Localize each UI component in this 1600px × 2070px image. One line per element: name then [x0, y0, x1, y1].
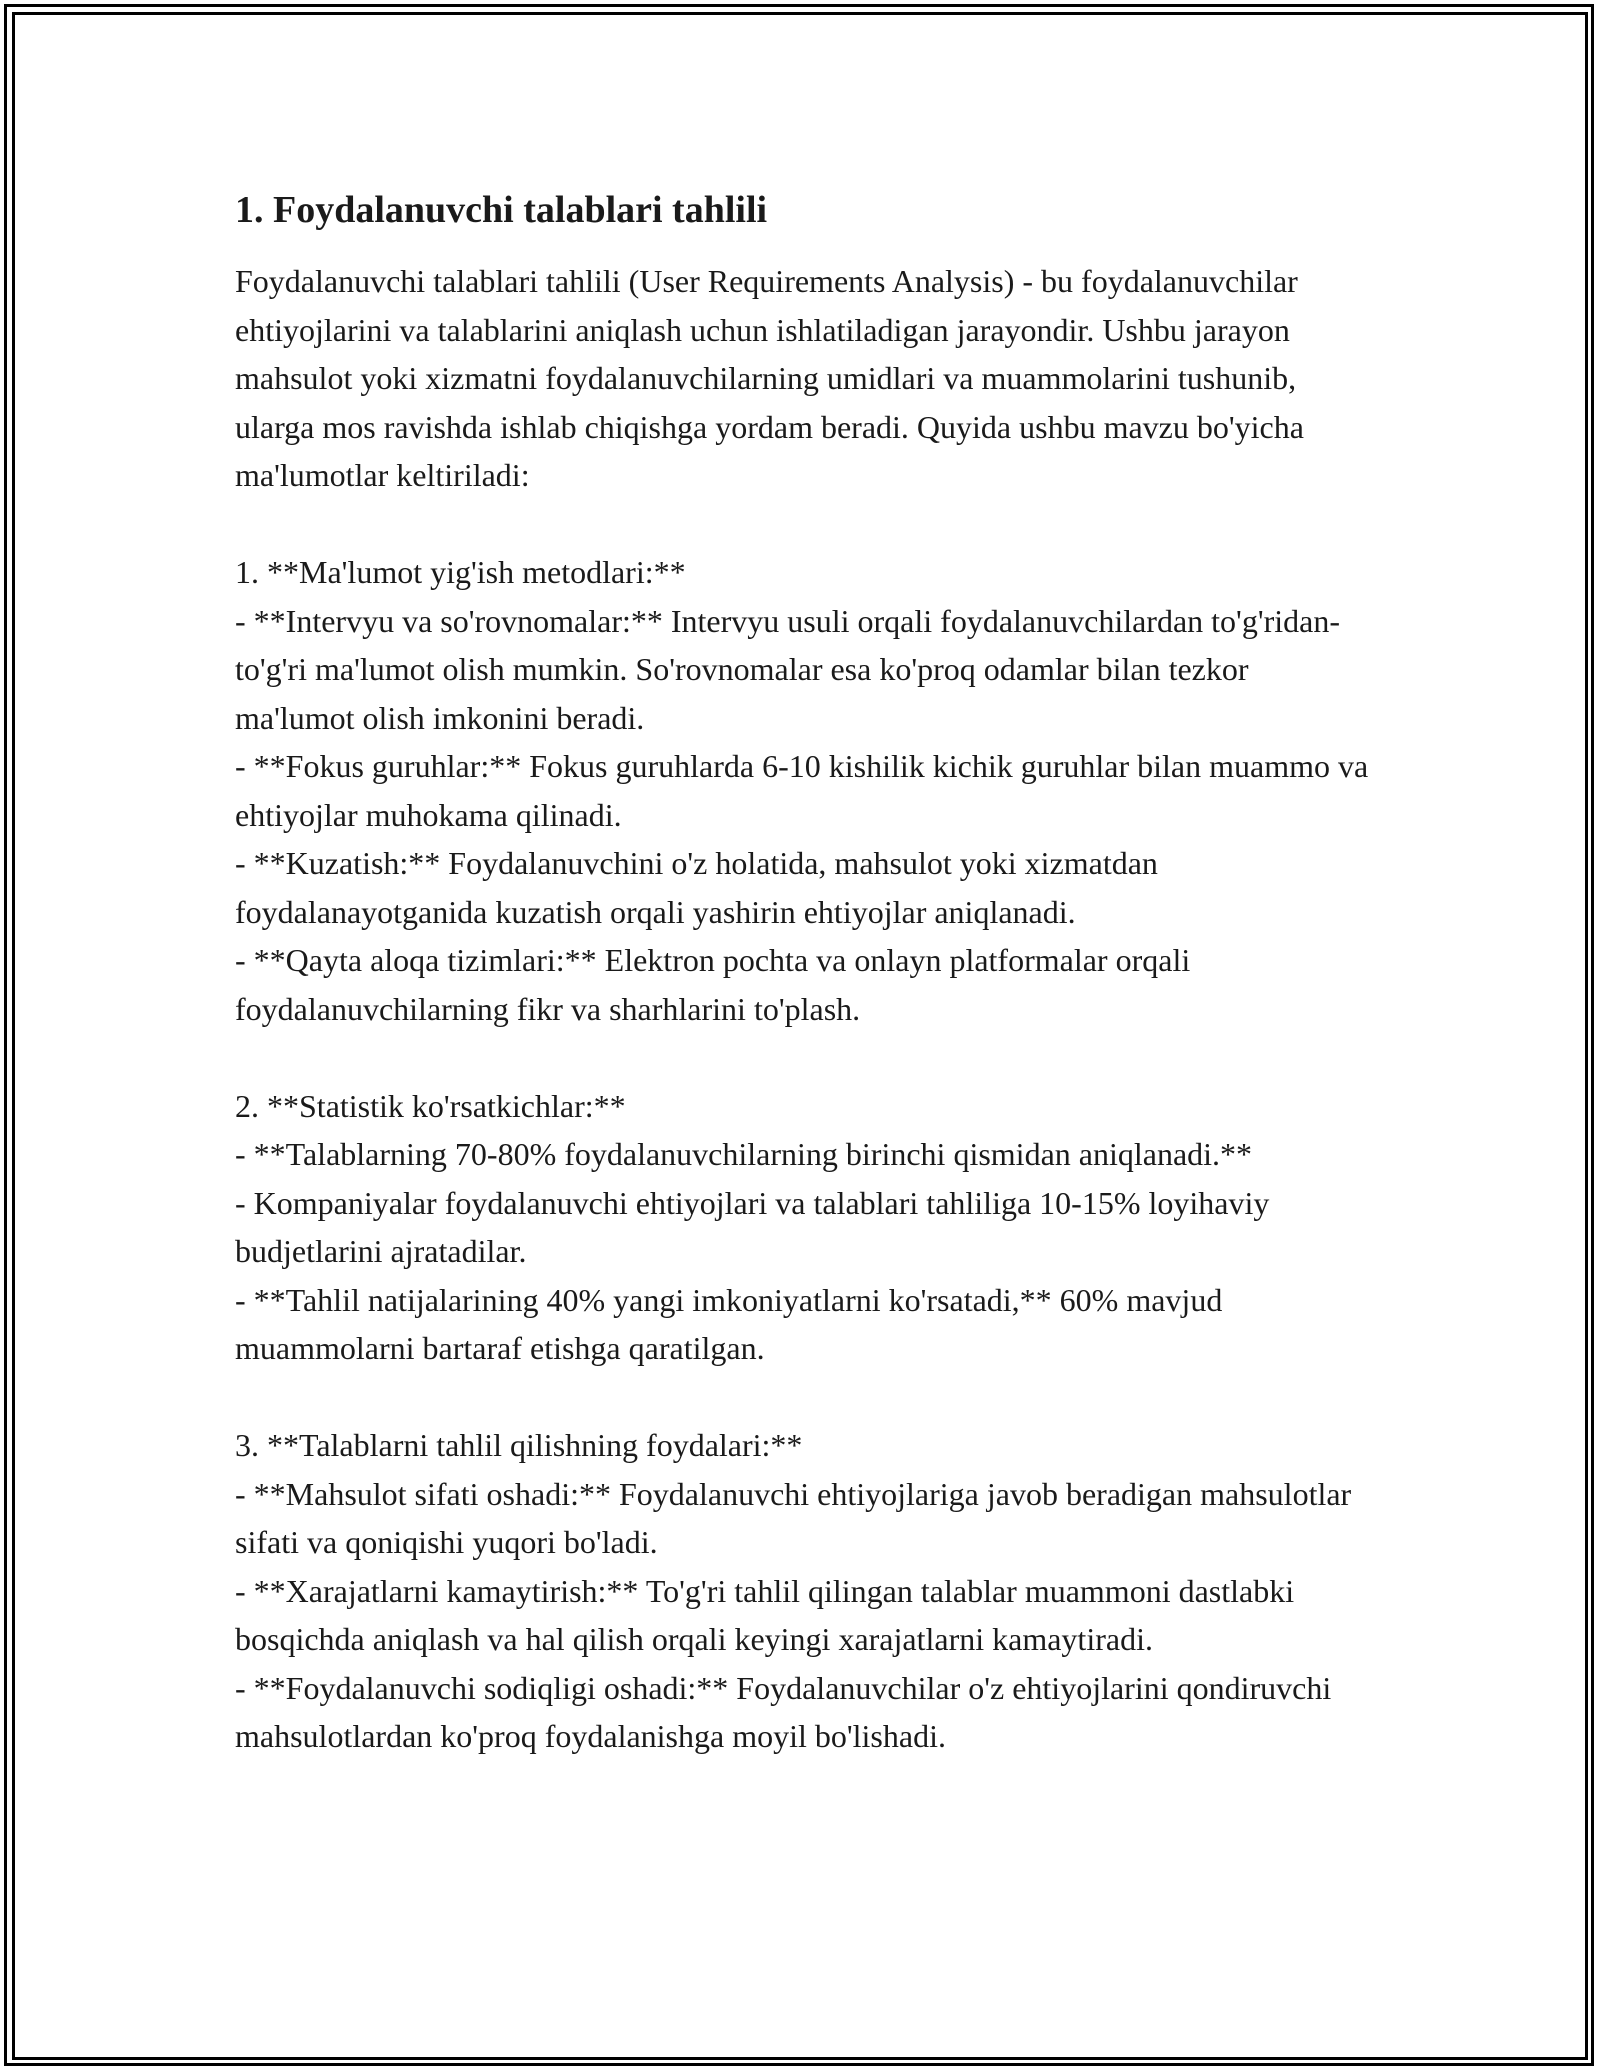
list-item: - **Talablarning 70-80% foydalanuvchilarning birinchi qismidan aniqlanadi.**	[235, 1136, 1253, 1172]
list-item: - **Tahlil natijalarining 40% yangi imkoniyatlarni ko'rsatadi,** 60% mavjud muammolarni bartaraf etishga qaratilgan.	[235, 1281, 1223, 1366]
section-gap	[235, 1033, 1375, 1082]
list-item: - **Mahsulot sifati oshadi:** Foydalanuvchi ehtiyojlariga javob beradigan mahsulotlar sifati va qoniqishi yuqori bo'ladi.	[235, 1475, 1352, 1560]
list-item: - **Kuzatish:** Foydalanuvchini o'z holatida, mahsulot yoki xizmatdan foydalanayotganida kuzatish orqali yashirin ehtiyojlar aniqlanadi.	[235, 845, 1158, 930]
document-title: 1. Foydalanuvchi talablari tahlili	[235, 189, 768, 231]
section-heading: 2. **Statistik ko'rsatkichlar:**	[235, 1087, 626, 1124]
section-heading: 1. **Ma'lumot yig'ish metodlari:**	[235, 554, 686, 590]
list-item: - Kompaniyalar foydalanuvchi ehtiyojlari va talablari tahliliga 10-15% loyihaviy budjetlarini ajratadilar.	[235, 1184, 1270, 1269]
list-item: - **Qayta aloqa tizimlari:** Elektron pochta va onlayn platformalar orqali foydalanuvchilarning fikr va sharhlarini to'plash.	[235, 942, 1191, 1027]
document-body	[235, 185, 1375, 1761]
list-item: - **Intervyu va so'rovnomalar:** Intervyu usuli orqali foydalanuvchilardan to'g'ridan-to'g'ri ma'lumot olish mumkin. So'rovnomalar esa ko'proq odamlar bilan tezkor ma'lumot olish imkonini beradi.	[235, 602, 1340, 736]
list-item: - **Xarajatlarni kamaytirish:** To'g'ri tahlil qilingan talablar muammoni dastlabki bosqichda aniqlash va hal qilish orqali keyingi xarajatlarni kamaytiradi.	[235, 1572, 1295, 1657]
section-heading: 3. **Talablarni tahlil qilishning foydalari:**	[235, 1427, 803, 1463]
list-item: - **Fokus guruhlar:** Fokus guruhlarda 6-10 kishilik kichik guruhlar bilan muammo va ehtiyojlar muhokama qilinadi.	[235, 748, 1369, 833]
section-gap	[235, 500, 1375, 549]
list-item: - **Foydalanuvchi sodiqligi oshadi:** Foydalanuvchilar o'z ehtiyojlarini qondiruvchi mahsulotlardan ko'proq foydalanishga moyil bo'lishadi.	[235, 1669, 1332, 1754]
intro-paragraph: Foydalanuvchi talablari tahlili (User Requirements Analysis) - bu foydalanuvchilar ehtiyojlarini va talablarini aniqlash uchun ishlatiladigan jarayondir. Ushbu jarayon mahsulot yoki xizmatni foydalanuvchilarning umidlari va muammolarini tushunib, ularga mos ravishda ishlab chiqishga yordam beradi. Quyida ushbu mavzu bo'yicha ma'lumotlar keltiriladi:	[235, 263, 1304, 493]
section-gap	[235, 1373, 1375, 1422]
